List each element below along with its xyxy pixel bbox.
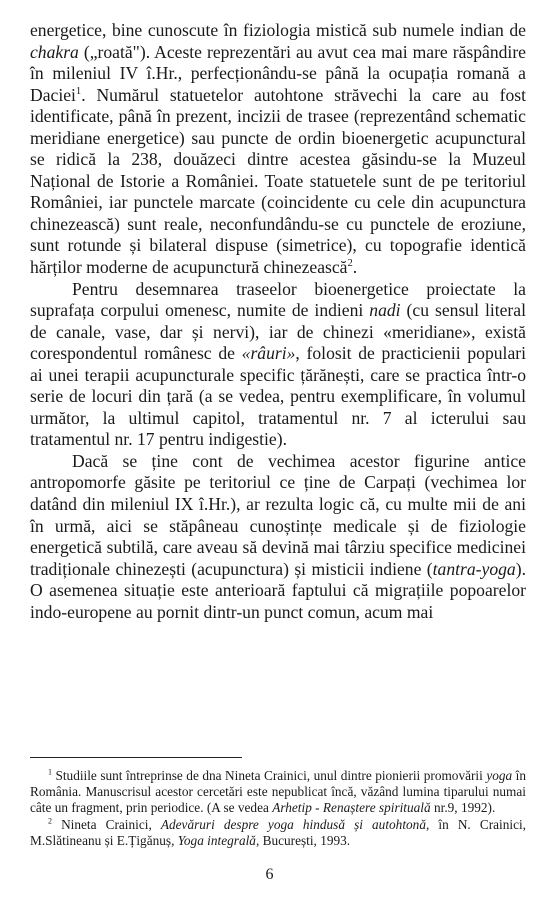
term-chakra: chakra (30, 41, 79, 62)
term-yoga: yoga (486, 768, 513, 783)
term-nadi: nadi (369, 300, 401, 321)
footnote-ref-2[interactable]: 2 (347, 258, 353, 270)
paragraph-1 (30, 20, 526, 279)
text-run: Pentru desemnarea traseelor bioenergetice proiectate la suprafața corpului omenesc, numite de indieni (30, 278, 526, 321)
footnote-marker-2: 2 (48, 816, 52, 826)
footnote-ref-1[interactable]: 1 (75, 85, 82, 97)
text-run: în România. Manuscrisul acestor cercetări este nepublicat încă, văzând lumina tiparului numai câte un fragment, prin periodice. (A se vedea (30, 768, 526, 816)
book-title: Adevăruri despre yoga hindusă și autohtonă (160, 816, 426, 832)
text-run: Dacă se ține cont de vechimea acestor figurine antice antropomorfe găsite pe teritoriul ce ține de Carpați (vechimea lor datând din mileniul IX î.Hr.), ar rezulta logic că, cu multe mii de ani în urmă, aici se stăpâneau cunoștințe medicale și de fiziologie energetică subtilă, care aveau să devină mai târziu specifice medicinei tradiționale chinezești (acupunctura) și misticii indiene ( (30, 450, 526, 579)
footnote-marker-1: 1 (48, 767, 52, 777)
text-run: Nineta Crainici, (51, 816, 161, 832)
text-run: nr.9, 1992). (430, 800, 496, 816)
text-run: („roată"). Aceste reprezentări au avut cea mai mare răspândire în mileniul IV î.Hr., perfecționându-se până la ocupația romană a Daciei (30, 41, 526, 105)
term-tantra-yoga: tantra-yoga (432, 558, 516, 579)
text-run: , București, 1993. (255, 832, 351, 848)
text-run: . Numărul statuetelor autohtone străvechi la care au fost identificate, până în prezent, incizii de trasee (reprezentând schematic meridiane energetice) sau puncte de ordin bioenergetic acupunctural se ridică la 238, douăzeci dintre acestea găsindu-se la Muzeul Național de Istorie a României. Toate statuetele sunt de pe teritoriul României, iar punctele marcate (coincidente cu cele din acupunctura chinezească) sunt reale, neconfundându-se cu punctele de eroziune, sunt rotunde și bilateral dispuse (simetrice), cu topografie identică hărților moderne de acupunctură chinezească (30, 84, 526, 278)
footnotes (30, 768, 526, 849)
page-number: 6 (265, 866, 274, 883)
text-run: , folosit de practicienii populari ai unei terapii acupuncturale specific țărănești, care se practica într-o serie de locuri din țară (a se vedea, pentru exemplificare, în volumul următor, la ultimul capitol, tratamentul nr. 7 al icterului sau tratamentul nr. 17 pentru indigestie). (30, 343, 526, 450)
paragraph-3 (30, 451, 526, 623)
text-run: , în N. Crainici, M.Slătineanu și E.Țigănuș, (30, 816, 526, 848)
paragraph-2 (30, 279, 526, 451)
journal-title: Arhetip - Renaștere spirituală (272, 800, 431, 816)
text-run: (cu sensul literal de canale, vase, dar și nervi), iar de chinezi «meridiane», există corespondentul românesc de (30, 300, 526, 364)
book-title: Yoga integrală (177, 832, 256, 848)
text-run: Studiile sunt întreprinse de dna Nineta Crainici, unul dintre pionierii promovării (51, 768, 487, 783)
text-run: energetice, bine cunoscute în fiziologia mistică sub numele indian de (30, 20, 526, 40)
text-run: ). O asemenea situație este anterioară faptului că migrațiile popoarelor indo-europene au pornit dintr-un punct comun, acum mai (30, 558, 526, 622)
main-text (30, 20, 526, 623)
footnote-1 (30, 768, 526, 817)
text-run: . (352, 257, 358, 278)
footnote-2 (30, 817, 526, 849)
term-rauri: «râuri» (241, 343, 296, 364)
footnote-divider (30, 757, 242, 758)
